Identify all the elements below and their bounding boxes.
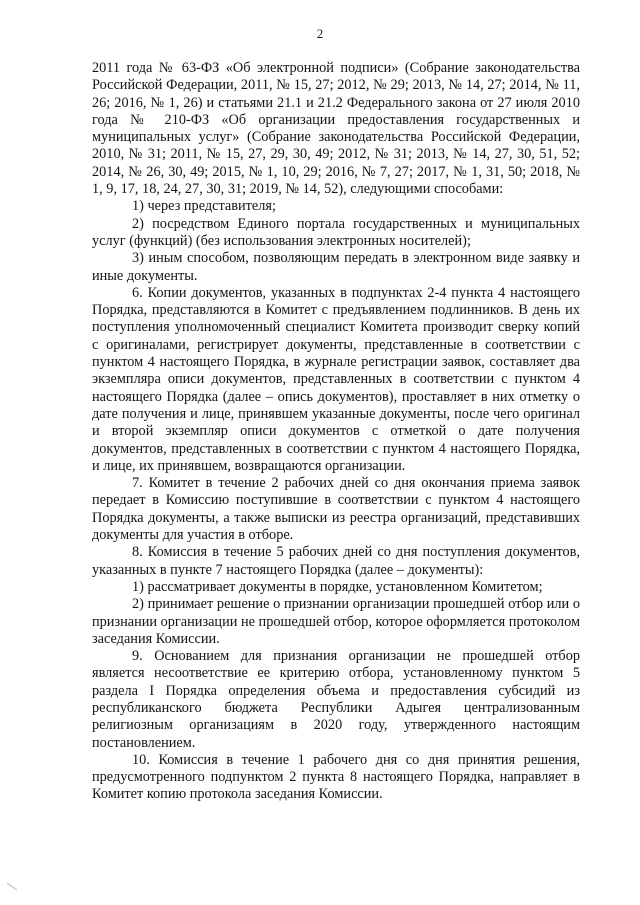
list-item-single-portal: 2) посредством Единого портала государственных и муниципальных услуг (функций) (без использования электронных носителей); [92, 215, 580, 249]
list-item-representative: 1) через представителя; [132, 198, 276, 215]
paragraph-clause-8: 8. Комиссия в течение 5 рабочих дней со дня поступления документов, указанных в пункте 7 настоящего Порядка (далее – документы): [92, 544, 580, 578]
scan-artifact-mark [7, 883, 17, 891]
paragraph-clause-7: 7. Комитет в течение 2 рабочих дней со дня окончания приема заявок передает в Комиссию поступившие в соответствии с пунктом 4 настоящего Порядка документы, а также выписки из реестра организаций, представивших документы для участия в отборе. [92, 475, 580, 544]
list-item-decision: 2) принимает решение о признании организации прошедшей отбор или о признании организации не прошедшей отбор, которое оформляется протоколом заседания Комиссии. [92, 596, 580, 647]
list-item-review-documents: 1) рассматривает документы в порядке, установленном Комитетом; [132, 578, 543, 595]
document-body [92, 60, 580, 804]
page-number: 2 [316, 26, 324, 41]
list-item-other-method: 3) иным способом, позволяющим передать в электронном виде заявку и иные документы. [92, 250, 580, 284]
paragraph-clause-6: 6. Копии документов, указанных в подпунктах 2-4 пункта 4 настоящего Порядка, представляются в Комитет с предъявлением подлинников. В день их поступления уполномоченный специалист Комитета производит сверку копий с оригиналами, регистрирует документы, представленные в соответствии с пунктом 4 настоящего Порядка, в журнале регистрации заявок, составляет два экземпляра описи документов, представленных в соответствии с пунктом 4 настоящего Порядка (далее – опись документов), проставляет в них отметку о дате получения и лице, принявшем указанные документы, после чего оригинал и второй экземпляр описи документов с отметкой о дате получения документов, представленных в соответствии с пунктом 4 настоящего Порядка, и лице, их принявшем, возвращаются организации. [92, 284, 580, 474]
paragraph-continuation: 2011 года № 63-ФЗ «Об электронной подписи» (Собрание законодательства Российской Федерации, 2011, № 15, 27; 2012, № 29; 2013, № 14, 27; 2014, № 11, 26; 2016, № 1, 26) и статьями 21.1 и 21.2 Федерального закона от 27 июля 2010 года № 210-ФЗ «Об организации предоставления государственных и муниципальных услуг» (Собрание законодательства Российской Федерации, 2010, № 31; 2011, № 15, 27, 29, 30, 49; 2012, № 31; 2013, № 14, 27, 30, 51, 52; 2014, № 26, 30, 49; 2015, № 1, 10, 29; 2016, № 7, 27; 2017, № 1, 31, 50; 2018, № 1, 9, 17, 18, 24, 27, 30, 31; 2019, № 14, 52), следующими способами: [92, 60, 580, 198]
paragraph-clause-9: 9. Основанием для признания организации не прошедшей отбор является несоответствие ее критерию отбора, установленному пунктом 5 раздела I Порядка определения объема и предоставления субсидий из республиканского бюджета Республики Адыгея централизованным религиозным организациям в 2020 году, утвержденного настоящим постановлением. [92, 648, 580, 751]
paragraph-clause-10: 10. Комиссия в течение 1 рабочего дня со дня принятия решения, предусмотренного подпунктом 2 пункта 8 настоящего Порядка, направляет в Комитет копию протокола заседания Комиссии. [92, 751, 580, 803]
